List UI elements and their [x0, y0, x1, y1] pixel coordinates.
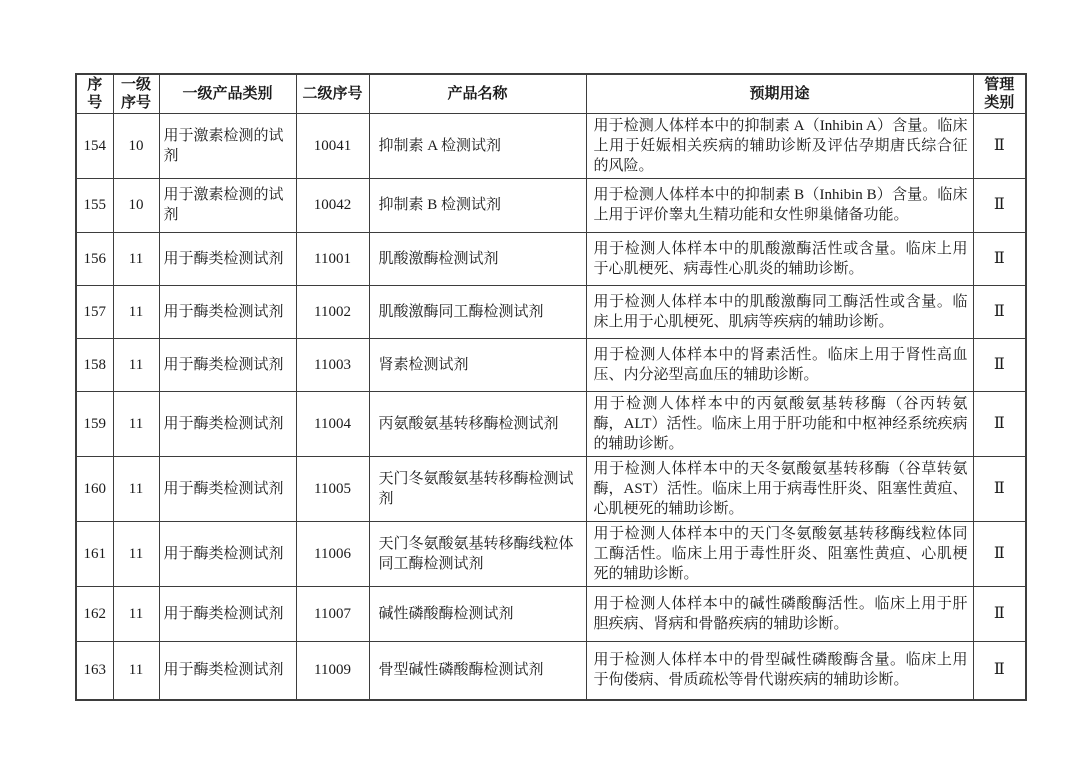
- header-level1-seq: 一级序号: [113, 74, 159, 113]
- cell-category: 用于酶类检测试剂: [159, 521, 296, 586]
- cell-level2-seq: 11007: [296, 586, 369, 641]
- header-seq: 序号: [76, 74, 113, 113]
- cell-mgmt-class: Ⅱ: [973, 641, 1026, 700]
- cell-intended-use: 用于检测人体样本中的碱性磷酸酶活性。临床上用于肝胆疾病、肾病和骨骼疾病的辅助诊断。: [586, 586, 973, 641]
- cell-seq: 161: [76, 521, 113, 586]
- cell-mgmt-class: Ⅱ: [973, 113, 1026, 178]
- cell-level1-seq: 11: [113, 641, 159, 700]
- header-category: 一级产品类别: [159, 74, 296, 113]
- cell-level1-seq: 11: [113, 521, 159, 586]
- cell-product-name: 骨型碱性磷酸酶检测试剂: [369, 641, 586, 700]
- cell-level2-seq: 11001: [296, 232, 369, 285]
- table-row: [76, 285, 1026, 338]
- cell-level1-seq: 10: [113, 113, 159, 178]
- cell-product-name: 肌酸激酶同工酶检测试剂: [369, 285, 586, 338]
- table-row: [76, 178, 1026, 232]
- cell-product-name: 碱性磷酸酶检测试剂: [369, 586, 586, 641]
- cell-level2-seq: 10042: [296, 178, 369, 232]
- cell-level1-seq: 11: [113, 391, 159, 456]
- cell-level1-seq: 11: [113, 338, 159, 391]
- table-header-row: [76, 74, 1026, 113]
- cell-category: 用于酶类检测试剂: [159, 391, 296, 456]
- product-classification-table: [75, 73, 1027, 701]
- cell-mgmt-class: Ⅱ: [973, 178, 1026, 232]
- cell-product-name: 抑制素 B 检测试剂: [369, 178, 586, 232]
- cell-level2-seq: 11002: [296, 285, 369, 338]
- cell-intended-use: 用于检测人体样本中的肾素活性。临床上用于肾性高血压、内分泌型高血压的辅助诊断。: [586, 338, 973, 391]
- cell-level1-seq: 11: [113, 456, 159, 521]
- cell-seq: 163: [76, 641, 113, 700]
- cell-product-name: 肌酸激酶检测试剂: [369, 232, 586, 285]
- cell-product-name: 天门冬氨酸氨基转移酶线粒体同工酶检测试剂: [369, 521, 586, 586]
- cell-level2-seq: 11009: [296, 641, 369, 700]
- cell-mgmt-class: Ⅱ: [973, 232, 1026, 285]
- cell-level1-seq: 11: [113, 586, 159, 641]
- cell-intended-use: 用于检测人体样本中的丙氨酸氨基转移酶（谷丙转氨酶，ALT）活性。临床上用于肝功能和中枢神经系统疾病的辅助诊断。: [586, 391, 973, 456]
- cell-product-name: 天门冬氨酸氨基转移酶检测试剂: [369, 456, 586, 521]
- header-mgmt-class: 管理类别: [973, 74, 1026, 113]
- cell-level2-seq: 11004: [296, 391, 369, 456]
- cell-category: 用于酶类检测试剂: [159, 456, 296, 521]
- cell-mgmt-class: Ⅱ: [973, 391, 1026, 456]
- table-row: [76, 456, 1026, 521]
- cell-seq: 162: [76, 586, 113, 641]
- cell-category: 用于酶类检测试剂: [159, 338, 296, 391]
- cell-category: 用于酶类检测试剂: [159, 641, 296, 700]
- table-row: [76, 113, 1026, 178]
- cell-seq: 155: [76, 178, 113, 232]
- cell-intended-use: 用于检测人体样本中的抑制素 B（Inhibin B）含量。临床上用于评价睾丸生精功能和女性卵巢储备功能。: [586, 178, 973, 232]
- cell-intended-use: 用于检测人体样本中的肌酸激酶同工酶活性或含量。临床上用于心肌梗死、肌病等疾病的辅助诊断。: [586, 285, 973, 338]
- cell-level2-seq: 11006: [296, 521, 369, 586]
- cell-category: 用于酶类检测试剂: [159, 285, 296, 338]
- cell-seq: 157: [76, 285, 113, 338]
- cell-level1-seq: 10: [113, 178, 159, 232]
- header-intended-use: 预期用途: [586, 74, 973, 113]
- table-row: [76, 232, 1026, 285]
- cell-category: 用于酶类检测试剂: [159, 586, 296, 641]
- cell-product-name: 肾素检测试剂: [369, 338, 586, 391]
- cell-seq: 156: [76, 232, 113, 285]
- cell-seq: 159: [76, 391, 113, 456]
- cell-level2-seq: 11003: [296, 338, 369, 391]
- cell-mgmt-class: Ⅱ: [973, 285, 1026, 338]
- cell-seq: 158: [76, 338, 113, 391]
- cell-intended-use: 用于检测人体样本中的骨型碱性磷酸酶含量。临床上用于佝偻病、骨质疏松等骨代谢疾病的辅助诊断。: [586, 641, 973, 700]
- cell-level2-seq: 11005: [296, 456, 369, 521]
- cell-level1-seq: 11: [113, 285, 159, 338]
- table-row: [76, 338, 1026, 391]
- cell-mgmt-class: Ⅱ: [973, 521, 1026, 586]
- cell-seq: 160: [76, 456, 113, 521]
- cell-category: 用于激素检测的试剂: [159, 178, 296, 232]
- table-row: [76, 521, 1026, 586]
- cell-product-name: 抑制素 A 检测试剂: [369, 113, 586, 178]
- cell-intended-use: 用于检测人体样本中的抑制素 A（Inhibin A）含量。临床上用于妊娠相关疾病的辅助诊断及评估孕期唐氏综合征的风险。: [586, 113, 973, 178]
- cell-intended-use: 用于检测人体样本中的天冬氨酸氨基转移酶（谷草转氨酶，AST）活性。临床上用于病毒性肝炎、阻塞性黄疸、心肌梗死的辅助诊断。: [586, 456, 973, 521]
- cell-product-name: 丙氨酸氨基转移酶检测试剂: [369, 391, 586, 456]
- cell-level2-seq: 10041: [296, 113, 369, 178]
- table-row: [76, 586, 1026, 641]
- header-product-name: 产品名称: [369, 74, 586, 113]
- cell-intended-use: 用于检测人体样本中的天门冬氨酸氨基转移酶线粒体同工酶活性。临床上用于毒性肝炎、阻塞性黄疸、心肌梗死的辅助诊断。: [586, 521, 973, 586]
- cell-mgmt-class: Ⅱ: [973, 456, 1026, 521]
- cell-mgmt-class: Ⅱ: [973, 586, 1026, 641]
- table-row: [76, 391, 1026, 456]
- header-level2-seq: 二级序号: [296, 74, 369, 113]
- cell-category: 用于酶类检测试剂: [159, 232, 296, 285]
- table-row: [76, 641, 1026, 700]
- cell-seq: 154: [76, 113, 113, 178]
- cell-category: 用于激素检测的试剂: [159, 113, 296, 178]
- cell-level1-seq: 11: [113, 232, 159, 285]
- cell-intended-use: 用于检测人体样本中的肌酸激酶活性或含量。临床上用于心肌梗死、病毒性心肌炎的辅助诊断。: [586, 232, 973, 285]
- table-body: [76, 113, 1026, 700]
- cell-mgmt-class: Ⅱ: [973, 338, 1026, 391]
